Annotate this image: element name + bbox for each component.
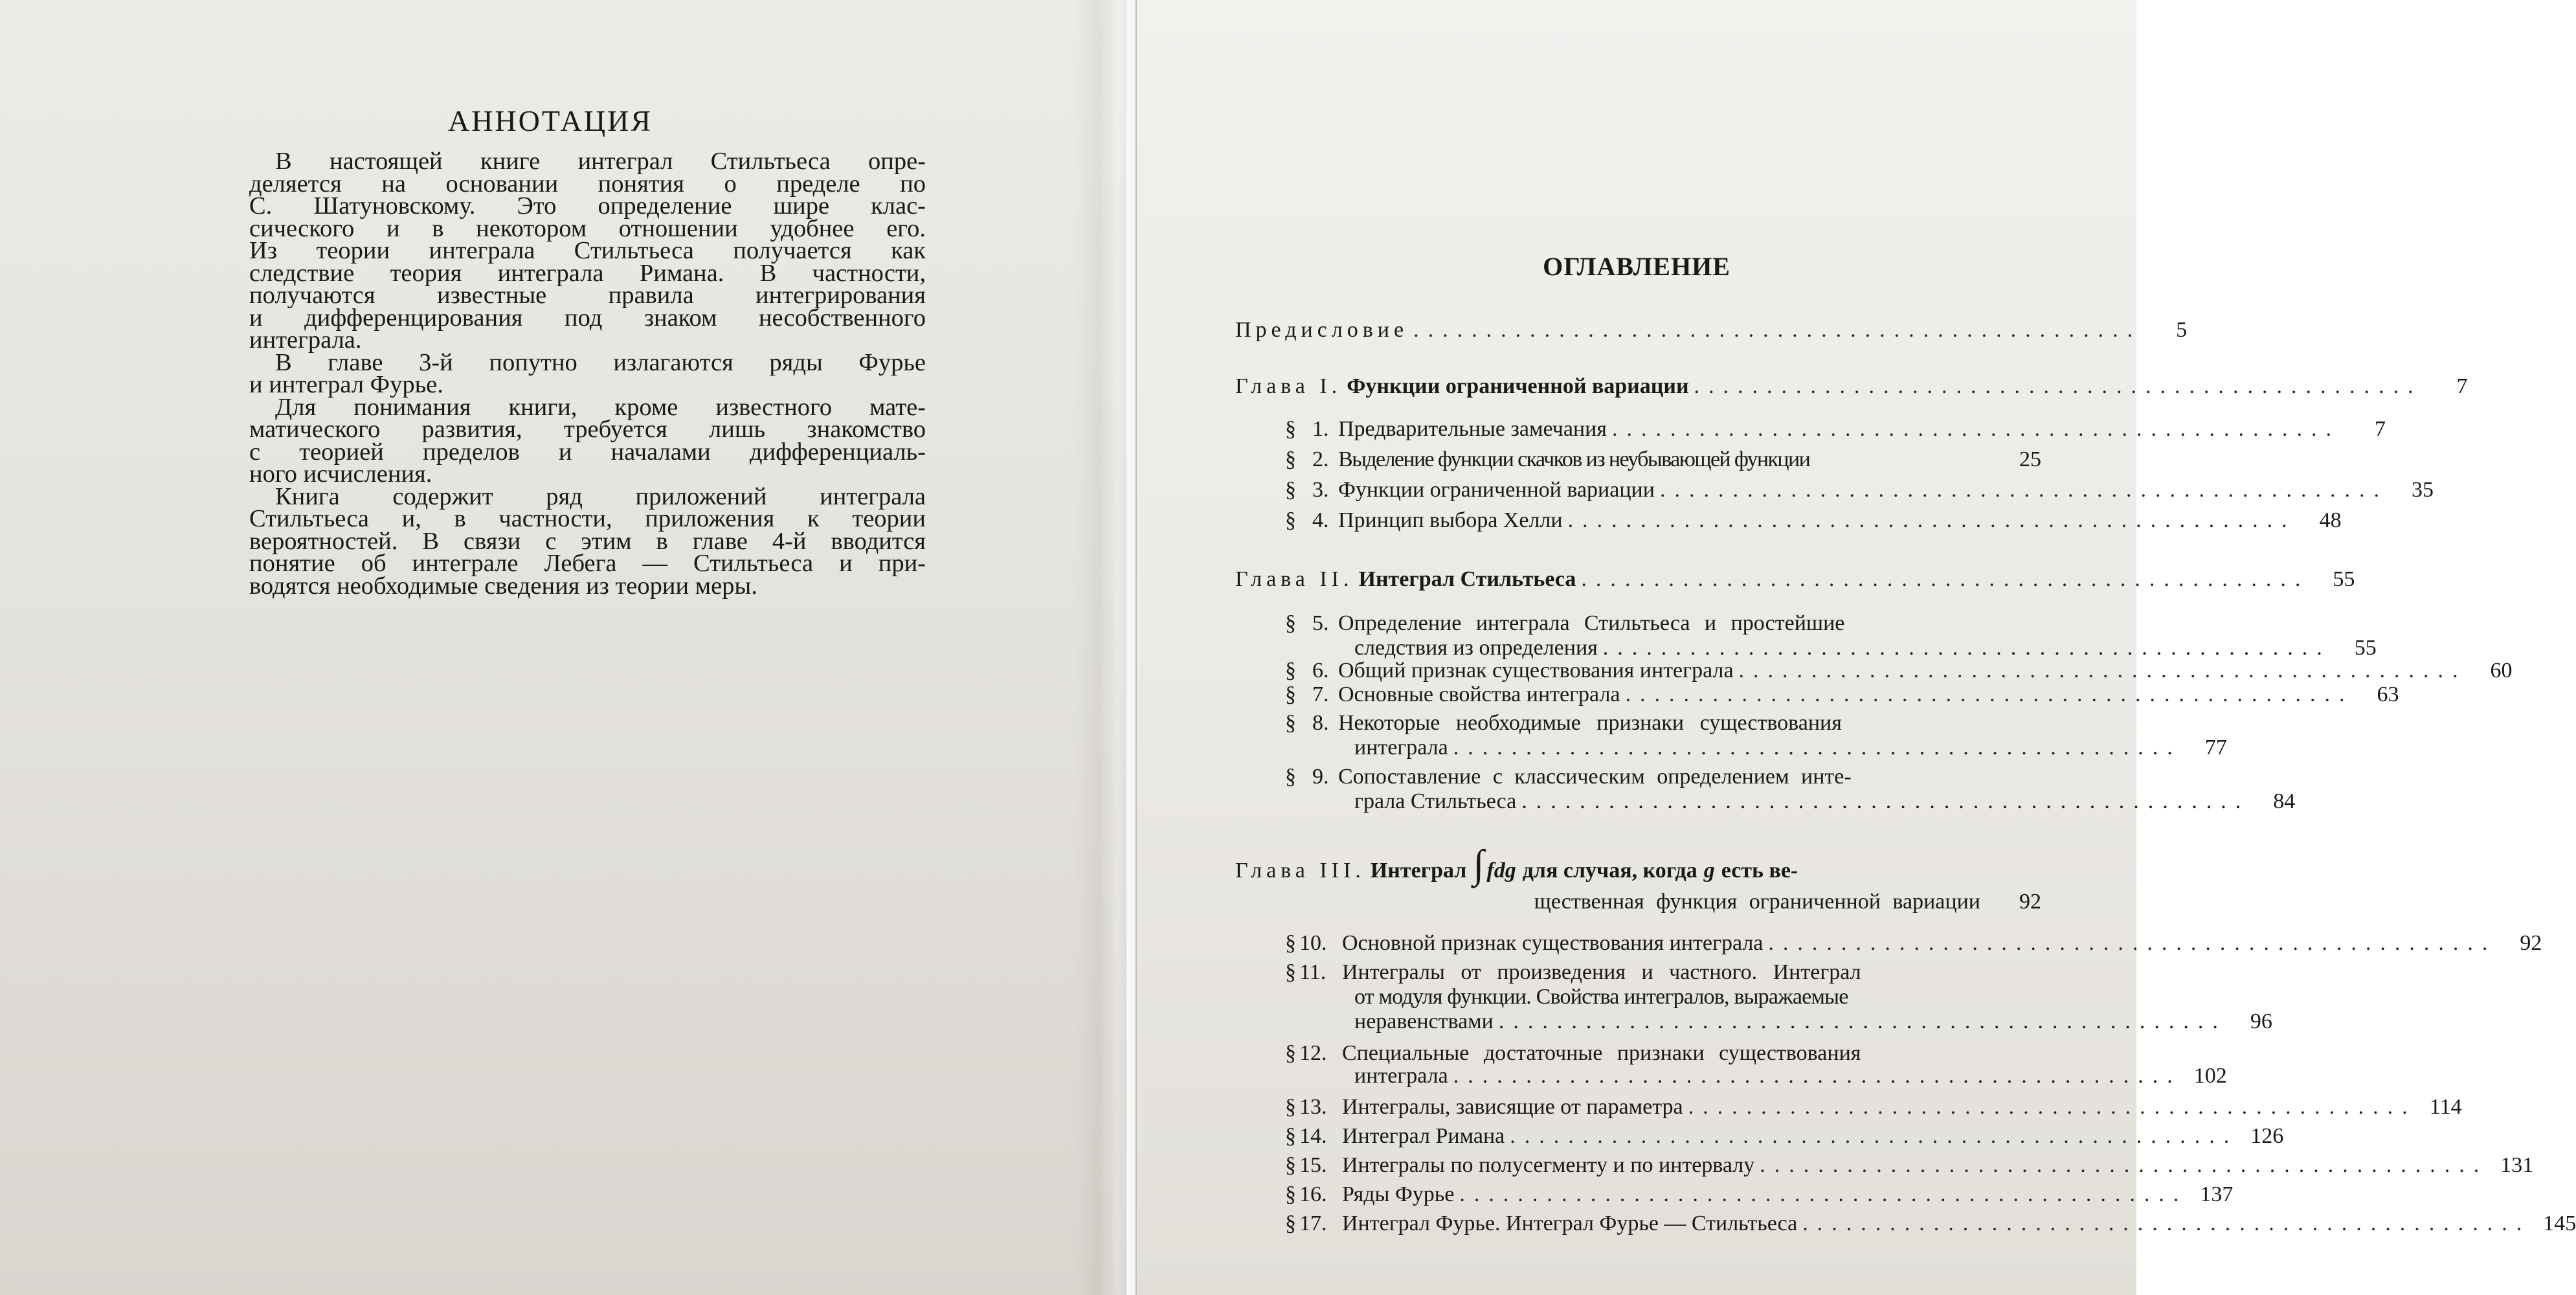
section-number: 4. xyxy=(1312,508,1329,532)
toc-page-number: 48 xyxy=(2319,508,2342,532)
section-title-continued: от модуля функции. Свойства интегралов, выражаемые xyxy=(1354,985,1848,1009)
toc-section-7[interactable] xyxy=(1285,682,2399,708)
toc-entry-preface[interactable] xyxy=(1235,317,2188,343)
toc-section-11[interactable] xyxy=(1285,960,2041,985)
section-number: 13. xyxy=(1299,1095,1327,1119)
section-sign-icon: § xyxy=(1285,1211,1296,1235)
toc-section-14[interactable] xyxy=(1285,1123,2284,1149)
section-sign-icon: § xyxy=(1285,611,1296,635)
section-sign-icon: § xyxy=(1285,508,1296,532)
toc-section-5-continued[interactable] xyxy=(1354,635,2377,661)
section-sign-icon: § xyxy=(1285,1095,1296,1119)
toc-chapter-2[interactable] xyxy=(1235,567,2355,592)
toc-page-number: 60 xyxy=(2490,659,2513,682)
toc-section-10[interactable] xyxy=(1285,930,2542,956)
toc-page-number: 55 xyxy=(2333,567,2355,591)
dot-leader: .................................................. xyxy=(1567,508,2296,532)
section-title: Выделение функции скачков из неубывающей функции xyxy=(1338,447,1810,471)
section-sign-icon: § xyxy=(1285,1153,1296,1177)
annotation-line: В настоящей книге интеграл Стильтьеса опре- xyxy=(275,148,926,175)
annotation-line: деляется на основании понятия о пределе по xyxy=(249,170,926,197)
section-sign-icon: § xyxy=(1285,682,1296,706)
dot-leader: .................................................. xyxy=(1659,478,2388,502)
toc-page-number: 92 xyxy=(2019,890,2041,914)
chapter-title-part: есть ве- xyxy=(1721,859,1798,883)
toc-chapter-1[interactable] xyxy=(1235,374,2468,400)
section-number: 16. xyxy=(1299,1182,1327,1206)
chapter-title: Функции ограниченной вариации xyxy=(1347,374,1689,398)
toc-entry-label: Предисловие xyxy=(1235,318,1409,342)
dot-leader: .................................................. xyxy=(1498,1009,2227,1033)
annotation-line: с теорией пределов и началами дифференциаль- xyxy=(249,438,926,466)
toc-section-6[interactable] xyxy=(1285,658,2513,684)
section-title: Основные свойства интеграла xyxy=(1338,682,1620,706)
annotation-line: В главе 3-й попутно излагаются ряды Фурье xyxy=(275,348,926,376)
section-number: 12. xyxy=(1299,1041,1327,1065)
section-number: 15. xyxy=(1299,1153,1327,1177)
dot-leader: .................................................. xyxy=(1688,1095,2417,1119)
toc-page-number: 35 xyxy=(2411,478,2434,502)
annotation-line: Из теории интеграла Стильтьеса получается как xyxy=(249,237,926,264)
annotation-line: ного исчисления. xyxy=(249,460,432,488)
section-title: Предварительные замечания xyxy=(1338,417,1607,441)
toc-section-13[interactable] xyxy=(1285,1094,2462,1120)
formula-variable: g xyxy=(1703,859,1715,883)
dot-leader: .................................................. xyxy=(1459,1182,2188,1206)
toc-section-2[interactable] xyxy=(1285,447,2041,473)
dot-leader: .................................................. xyxy=(1760,1153,2489,1177)
section-number: 1. xyxy=(1312,417,1329,441)
toc-page-number: 7 xyxy=(2374,417,2386,441)
toc-section-16[interactable] xyxy=(1285,1182,2234,1208)
chapter-title-part: для случая, когда xyxy=(1522,859,1697,883)
dot-leader: .................................................. xyxy=(1802,1211,2531,1235)
section-sign-icon: § xyxy=(1285,659,1296,682)
dot-leader: .................................................. xyxy=(1453,736,2182,760)
toc-page-number: 96 xyxy=(2250,1009,2272,1033)
dot-leader: .................................................. xyxy=(1768,931,2497,955)
section-sign-icon: § xyxy=(1285,1182,1296,1206)
annotation-line: водятся необходимые сведения из теории меры. xyxy=(249,572,757,600)
toc-chapter-3-continued[interactable] xyxy=(1354,889,2041,915)
book-gutter-shadow xyxy=(1075,0,1136,1295)
annotation-title: АННОТАЦИЯ xyxy=(447,104,653,137)
section-number: 8. xyxy=(1312,711,1329,735)
chapter-title-continued: щественная функция ограниченной вариации xyxy=(1534,890,1980,914)
toc-section-1[interactable] xyxy=(1285,416,2386,442)
toc-section-11-continued[interactable] xyxy=(1354,984,2041,1010)
chapter-prefix: Глава I. xyxy=(1235,374,1342,398)
toc-section-9[interactable] xyxy=(1285,764,2041,790)
section-sign-icon: § xyxy=(1285,447,1296,471)
toc-page-number: 63 xyxy=(2377,682,2399,706)
chapter-title: Интеграл Стильтьеса xyxy=(1358,567,1576,591)
toc-section-8[interactable] xyxy=(1285,710,2041,736)
annotation-line: и интеграл Фурье. xyxy=(249,371,443,398)
section-title-continued: интеграла xyxy=(1354,1064,1448,1088)
toc-page-number: 25 xyxy=(2019,447,2041,471)
section-title: Интегралы по полусегменту и по интервалу xyxy=(1342,1153,1755,1177)
annotation-line: сического и в некотором отношении удобнее его. xyxy=(249,214,926,242)
section-number: 9. xyxy=(1312,765,1329,789)
section-title: Специальные достаточные признаки существования xyxy=(1342,1041,1861,1065)
section-sign-icon: § xyxy=(1285,1124,1296,1148)
dot-leader: .................................................. xyxy=(1521,789,2250,813)
toc-page-number: 145 xyxy=(2543,1211,2576,1235)
section-number: 2. xyxy=(1312,447,1329,471)
section-sign-icon: § xyxy=(1285,711,1296,735)
toc-section-12[interactable] xyxy=(1285,1041,2041,1066)
toc-section-15[interactable] xyxy=(1285,1153,2534,1178)
chapter-title-part: Интеграл xyxy=(1370,859,1467,883)
section-number: 14. xyxy=(1299,1124,1327,1148)
annotation-line: понятие об интеграле Лебега — Стильтьеса и при- xyxy=(249,550,926,577)
toc-section-8-continued[interactable] xyxy=(1354,735,2227,761)
toc-page-number: 5 xyxy=(2176,318,2188,342)
section-sign-icon: § xyxy=(1285,1041,1296,1065)
toc-section-12-continued[interactable] xyxy=(1354,1063,2227,1089)
dot-leader: .................................................. xyxy=(1581,567,2310,591)
section-title-continued: неравенствами xyxy=(1354,1009,1494,1033)
section-number: 11. xyxy=(1299,960,1327,984)
left-page xyxy=(0,0,1126,1295)
toc-page-number: 131 xyxy=(2500,1153,2534,1177)
section-sign-icon: § xyxy=(1285,960,1296,984)
toc-section-9-continued[interactable] xyxy=(1354,789,2296,815)
annotation-line: следствие теория интеграла Римана. В частности, xyxy=(249,259,926,287)
toc-page-number: 114 xyxy=(2429,1095,2462,1119)
toc-page-number: 92 xyxy=(2520,931,2542,955)
annotation-line: Для понимания книги, кроме известного мате- xyxy=(275,393,926,421)
toc-page-number: 137 xyxy=(2200,1182,2234,1206)
annotation-line: и дифференцирования под знаком несобственного xyxy=(249,304,926,332)
dot-leader: .................................................. xyxy=(1413,318,2142,342)
toc-page-number: 77 xyxy=(2204,736,2227,760)
section-number: 17. xyxy=(1299,1211,1327,1235)
annotation-line: С. Шатуновскому. Это определение шире клас- xyxy=(249,192,926,220)
toc-section-17[interactable] xyxy=(1285,1211,2576,1237)
dot-leader: .................................................. xyxy=(1611,417,2340,441)
section-number: 7. xyxy=(1312,682,1329,706)
toc-chapter-3[interactable] xyxy=(1235,842,2041,886)
chapter-prefix: Глава III. xyxy=(1235,859,1365,883)
dot-leader: .................................................. xyxy=(1694,374,2423,398)
section-sign-icon: § xyxy=(1285,765,1296,789)
section-title-continued: грала Стильтьеса xyxy=(1354,789,1517,813)
annotation-line: получаются известные правила интегрирования xyxy=(249,282,926,309)
dot-leader: .................................................. xyxy=(1602,636,2331,660)
annotation-line: вероятностей. В связи с этим в главе 4-й вводится xyxy=(249,527,926,555)
dot-leader: .................................................. xyxy=(1625,682,2354,706)
toc-section-3[interactable] xyxy=(1285,477,2434,503)
section-sign-icon: § xyxy=(1285,931,1296,955)
annotation-line: интеграла. xyxy=(249,326,362,354)
section-title-continued: интеграла xyxy=(1354,736,1448,760)
section-sign-icon: § xyxy=(1285,417,1296,441)
section-sign-icon: § xyxy=(1285,478,1296,502)
section-title: Ряды Фурье xyxy=(1342,1182,1455,1206)
toc-title: ОГЛАВЛЕНИЕ xyxy=(1543,252,1730,281)
section-title: Принцип выбора Хелли xyxy=(1338,508,1563,532)
toc-page-number: 126 xyxy=(2250,1124,2284,1148)
section-title: Интегралы, зависящие от параметра xyxy=(1342,1095,1683,1119)
toc-page-number: 84 xyxy=(2273,789,2296,813)
toc-page-number: 102 xyxy=(2193,1064,2227,1088)
section-number: 5. xyxy=(1312,611,1329,635)
dot-leader: .................................................. xyxy=(1510,1124,2239,1148)
section-title: Сопоставление с классическим определением инте- xyxy=(1338,765,1852,789)
section-number: 6. xyxy=(1312,659,1329,682)
section-title: Определение интеграла Стильтьеса и простейшие xyxy=(1338,611,1845,635)
section-title: Функции ограниченной вариации xyxy=(1338,478,1655,502)
section-number: 10. xyxy=(1299,931,1327,955)
formula: fdg xyxy=(1486,859,1516,883)
annotation-line: Книга содержит ряд приложений интеграла xyxy=(275,482,926,510)
annotation-body xyxy=(249,148,926,600)
section-title: Интегралы от произведения и частного. Интеграл xyxy=(1342,960,1861,984)
annotation-line: Стильтьеса и, в частности, приложения к теории xyxy=(249,505,926,532)
section-title: Интеграл Фурье. Интеграл Фурье — Стильтьеса xyxy=(1342,1211,1798,1235)
section-number: 3. xyxy=(1312,478,1329,502)
section-title-continued: следствия из определения xyxy=(1354,636,1598,660)
dot-leader: .................................................. xyxy=(1453,1064,2182,1088)
toc-page-number: 7 xyxy=(2456,374,2468,398)
annotation-line: матического развития, требуется лишь знакомство xyxy=(249,416,926,443)
toc-page-number: 55 xyxy=(2354,636,2377,660)
toc-section-4[interactable] xyxy=(1285,508,2342,534)
chapter-prefix: Глава II. xyxy=(1235,567,1354,591)
integral-sign-icon: ∫ xyxy=(1473,842,1484,886)
section-title: Основной признак существования интеграла xyxy=(1342,931,1764,955)
section-title: Общий признак существования интеграла xyxy=(1338,659,1734,682)
toc-section-11-continued[interactable] xyxy=(1354,1009,2272,1035)
section-title: Интеграл Римана xyxy=(1342,1124,1505,1148)
section-title: Некоторые необходимые признаки существования xyxy=(1338,711,1842,735)
toc-section-5[interactable] xyxy=(1285,611,2041,636)
dot-leader: .................................................. xyxy=(1738,659,2467,682)
